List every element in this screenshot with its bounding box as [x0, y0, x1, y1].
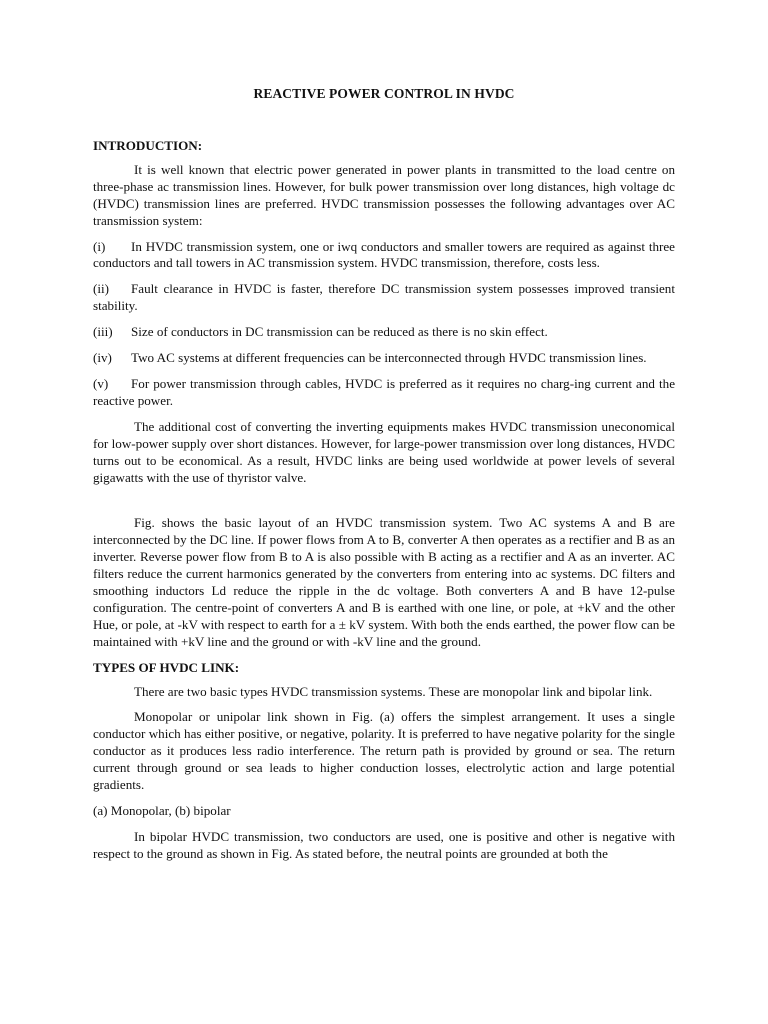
- types-heading: TYPES OF HVDC LINK:: [93, 659, 240, 675]
- advantage-item-5: [93, 376, 675, 410]
- advantage-item-1: [93, 239, 675, 273]
- advantage-text: Fault clearance in HVDC is faster, therefore DC transmission system possesses improved transient stability.: [93, 281, 675, 314]
- advantage-item-2: [93, 281, 675, 315]
- advantage-number: (i): [93, 238, 106, 254]
- introduction-heading: INTRODUCTION:: [93, 138, 203, 153]
- spacer: [93, 495, 675, 515]
- advantage-text: In HVDC transmission system, one or iwq conductors and smaller towers are required as against three conductors and tall towers in AC transmission system. HVDC transmission, therefore, costs less.: [93, 238, 675, 271]
- document-body: [93, 138, 675, 872]
- advantage-item-3: [93, 324, 675, 341]
- advantage-number: (v): [93, 375, 109, 391]
- monopolar-paragraph: Monopolar or unipolar link shown in Fig. (a) offers the simplest arrangement. It uses a single conductor which has either positive, or negative, polarity. It is preferred to have negative polarity for the single conductor as it produces less radio interference. The return path is provided by ground or sea. The return current through ground or sea leads to higher conduction losses, electrolytic action and large potential gradients.: [93, 709, 675, 793]
- types-paragraph: There are two basic types HVDC transmission systems. These are monopolar link and bipolar link.: [134, 683, 653, 699]
- advantage-text: Size of conductors in DC transmission can be reduced as there is no skin effect.: [131, 324, 548, 340]
- cost-paragraph: The additional cost of converting the inverting equipments makes HVDC transmission uneconomical for low-power supply over short distances. However, for large-power transmission over long distances, HVDC turns out to be economical. As a result, HVDC links are being used worldwide at power levels of several gigawatts with the use of thyristor valve.: [93, 418, 675, 485]
- advantage-number: (ii): [93, 281, 109, 297]
- advantage-number: (iii): [93, 324, 113, 340]
- advantage-number: (iv): [93, 350, 112, 366]
- layout-paragraph: Fig. shows the basic layout of an HVDC transmission system. Two AC systems A and B are interconnected by the DC line. If power flows from A to B, converter A then operates as a rectifier and B as an inverter. Reverse power flow from B to A is also possible with B acting as a rectifier and A as an inverter. AC filters reduce the current harmonics generated by the converters from entering into ac systems. DC filters and smoothing inductors Ld reduce the ripple in the dc voltage. Both converters A and B have 12-pulse configuration. The centre-point of converters A and B is earthed with one line, or pole, at +kV and the other Hue, or pole, at -kV with respect to earth for a ± kV system. With both the ends earthed, the power flow can be maintained with +kV line and the ground or with -kV line and the ground.: [93, 515, 675, 649]
- document-title: REACTIVE POWER CONTROL IN HVDC: [253, 86, 515, 101]
- figure-caption: (a) Monopolar, (b) bipolar: [93, 803, 231, 818]
- advantage-text: Two AC systems at different frequencies can be interconnected through HVDC transmission lines.: [131, 350, 647, 366]
- advantage-item-4: [93, 350, 675, 367]
- intro-paragraph: It is well known that electric power generated in power plants in transmitted to the load centre on three-phase ac transmission lines. However, for bulk power transmission over long distances, high voltage dc (HVDC) transmission lines are preferred. HVDC transmission possesses the following advantages over AC transmission system:: [93, 161, 675, 228]
- advantage-text: For power transmission through cables, HVDC is preferred as it requires no charg-ing current and the reactive power.: [93, 375, 675, 408]
- bipolar-paragraph: In bipolar HVDC transmission, two conductors are used, one is positive and other is negative with respect to the ground as shown in Fig. As stated before, the neutral points are grounded at both the: [93, 828, 675, 861]
